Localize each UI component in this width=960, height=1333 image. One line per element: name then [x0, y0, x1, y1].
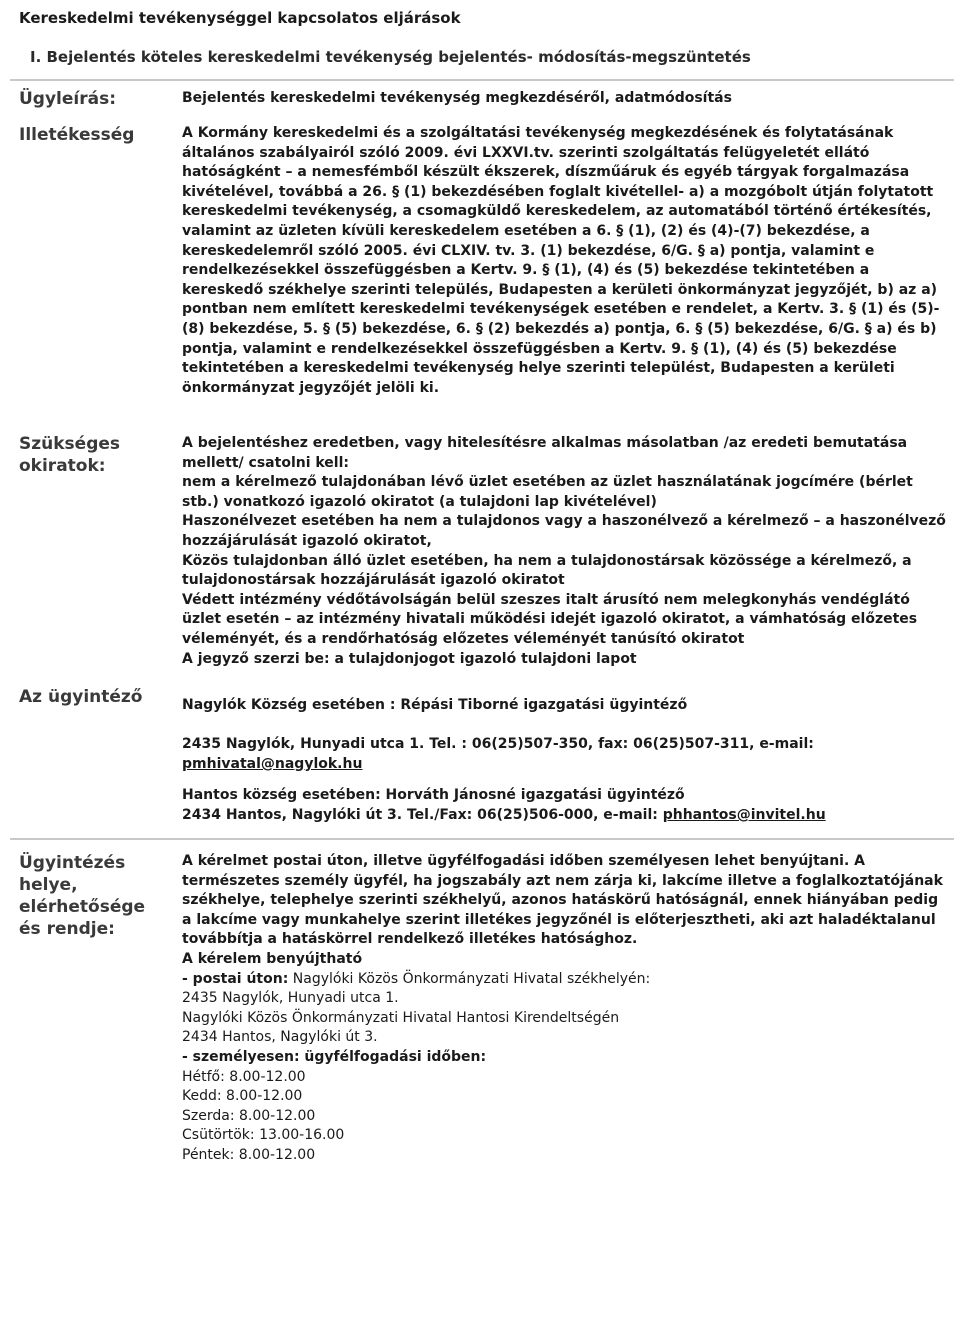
illetekesseg-text: A Kormány kereskedelmi és a szolgáltatási tevékenység megkezdésének és folytatásának általános szabályairól szóló 2009. évi LXXVI.tv. szerinti szolgáltatás felügyeletét ellátó hatóságként – a nemesfémből készült ékszerek, díszműáruk és egyéb tárgyak forgalmazása kivételével, továbbá a 26. § (1) bekezdésében foglalt kivétellel- a) a mozgóbolt útján folytatott kereskedelmi tevékenység, a csomagküldő kereskedelem, az automatából történő értékesítés, valamint az üzleten kívüli kereskedelem esetében a 6. § (1), (2) és (4)-(7) bekezdése, a kereskedelemről szóló 2005. évi CLXIV. tv. 3. (1) bekezdése, 6/G. § a) pontja, valamint e rendelkezésekkel összefüggésben a Kertv. 9. § (1), (4) és (5) bekezdése tekintetében a kereskedő székhelye szerinti település, Budapesten a kerületi önkormányzat jegyzőjét, b) az a) pontban nem említett kereskedelmi tevékenységek esetében e rendelet, a Kertv. 3. § (1) és (5)-(8) bekezdése, 5. § (5) bekezdése, 6. § (2) bekezdés a) pontja, 6. § (5) bekezdése, 6/G. § a) és b) pontja, valamint e rendelkezésekkel összefüggésben a Kertv. 9. § (1), (4) és (5) bekezdése tekintetében a kereskedelmi tevékenység helye szerinti települést, Budapesten a kerületi önkormányzat jegyzőjét jelöli ki.: [182, 125, 940, 396]
postai-text: Nagylóki Közös Önkormányzati Hivatal székhelyén:: [288, 970, 651, 987]
label-ugyleiras: Ügyleírás:: [19, 89, 117, 109]
okirat-item: Közös tulajdonban álló üzlet esetében, ha nem a tulajdonostársak közössége a kérelmező, a tulajdonostársak hozzájárulását igazoló okiratot: [182, 552, 912, 589]
hours-line: Csütörtök: 13.00-16.00: [182, 1127, 345, 1144]
helye-intro: A kérelmet postai úton, illetve ügyfélfogadási időben személyesen lehet benyújtani. A természetes személy ügyfél, ha jogszabály azt nem zárja ki, lakcíme illetve a foglalkoztatójának székhelye, telephelye szerinti székhelyű, azonos hatáskörű hatóságnál, ennek hiányában pedig a lakcíme vagy munkahelye szerint illetékes jegyzőnél is előterjesztheti, aki azt haladéktalanul továbbítja a hatáskörrel rendelkező illetékes hatósághoz.: [182, 853, 943, 948]
address-line: Nagylóki Közös Önkormányzati Hivatal Hantosi Kirendeltségén: [182, 1009, 620, 1026]
hours-line: Kedd: 8.00-12.00: [182, 1088, 303, 1105]
hours-line: Hétfő: 8.00-12.00: [182, 1068, 306, 1085]
section-heading: I. Bejelentés köteles kereskedelmi tevékenység bejelentés- módosítás-megszüntetés: [30, 48, 751, 66]
szemelyesen-label: - személyesen: ügyfélfogadási időben:: [182, 1048, 487, 1065]
label-ugyintezes-helye: Ügyintézés helye, elérhetősége és rendje:: [19, 853, 146, 939]
hours-line: Szerda: 8.00-12.00: [182, 1107, 316, 1124]
nagylok-contact: Nagylók Község esetében : Répási Tiborné igazgatási ügyintéző: [182, 697, 688, 713]
okirat-item: Védett intézmény védőtávolságán belül szeszes italt árusító nem melegkonyhás vendéglátó üzlet esetén – az intézmény hivatali működési idejét igazoló okiratot, a vámhatóság előzetes véleményét, és a rendőrhatóság előzetes véleményét tanúsító okiratot: [182, 591, 918, 647]
hantos-address: 2434 Hantos, Nagylóki út 3. Tel./Fax: 06(25)506-000, e-mail:: [182, 806, 658, 823]
hantos-contact: Hantos község esetében: Horváth Jánosné igazgatási ügyintéző: [182, 787, 685, 804]
nagylok-address: 2435 Nagylók, Hunyadi utca 1. Tel. : 06(25)507-350, fax: 06(25)507-311, e-mail:: [182, 736, 814, 753]
postai-label: - postai úton:: [182, 970, 289, 987]
okirat-item: Haszonélvezet esetében ha nem a tulajdonos vagy a haszonélvező a kérelmező – a haszonélvező hozzájárulását igazoló okiratot,: [182, 513, 946, 549]
address-line: 2434 Hantos, Nagylóki út 3.: [182, 1029, 378, 1046]
document-title: Kereskedelmi tevékenységgel kapcsolatos eljárások: [19, 9, 461, 27]
hours-line: Péntek: 8.00-12.00: [182, 1146, 316, 1163]
ugyleiras-text: Bejelentés kereskedelmi tevékenység megkezdéséről, adatmódosítás: [182, 90, 732, 106]
label-illetekesseg: Illetékesség: [19, 125, 135, 145]
okirat-intro: A bejelentéshez eredetben, vagy hitelesítésre alkalmas másolatban /az eredeti bemutatása mellett/ csatolni kell:: [182, 435, 908, 471]
hantos-email-link[interactable]: phhantos@invitel.hu: [662, 806, 826, 823]
divider: [10, 838, 954, 840]
address-line: 2435 Nagylók, Hunyadi utca 1.: [182, 990, 399, 1007]
ugyintezo-block: [182, 696, 947, 826]
okirat-item: A jegyző szerzi be: a tulajdonjogot igazoló tulajdoni lapot: [182, 650, 637, 667]
helye-block: [182, 852, 947, 1166]
divider: [10, 79, 954, 81]
okiratok-list: [182, 434, 947, 669]
benyujthato-heading: A kérelem benyújtható: [182, 950, 363, 967]
label-szukseges-okiratok: Szükséges okiratok:: [19, 434, 121, 476]
okirat-item: nem a kérelmező tulajdonában lévő üzlet esetében az üzlet használatának jogcímére (bérlet stb.) vonatkozó igazoló okiratot (a tulajdoni lap kivételével): [182, 474, 913, 510]
label-ugyintezo: Az ügyintéző: [19, 687, 143, 707]
nagylok-email-link[interactable]: pmhivatal@nagylok.hu: [182, 755, 363, 772]
